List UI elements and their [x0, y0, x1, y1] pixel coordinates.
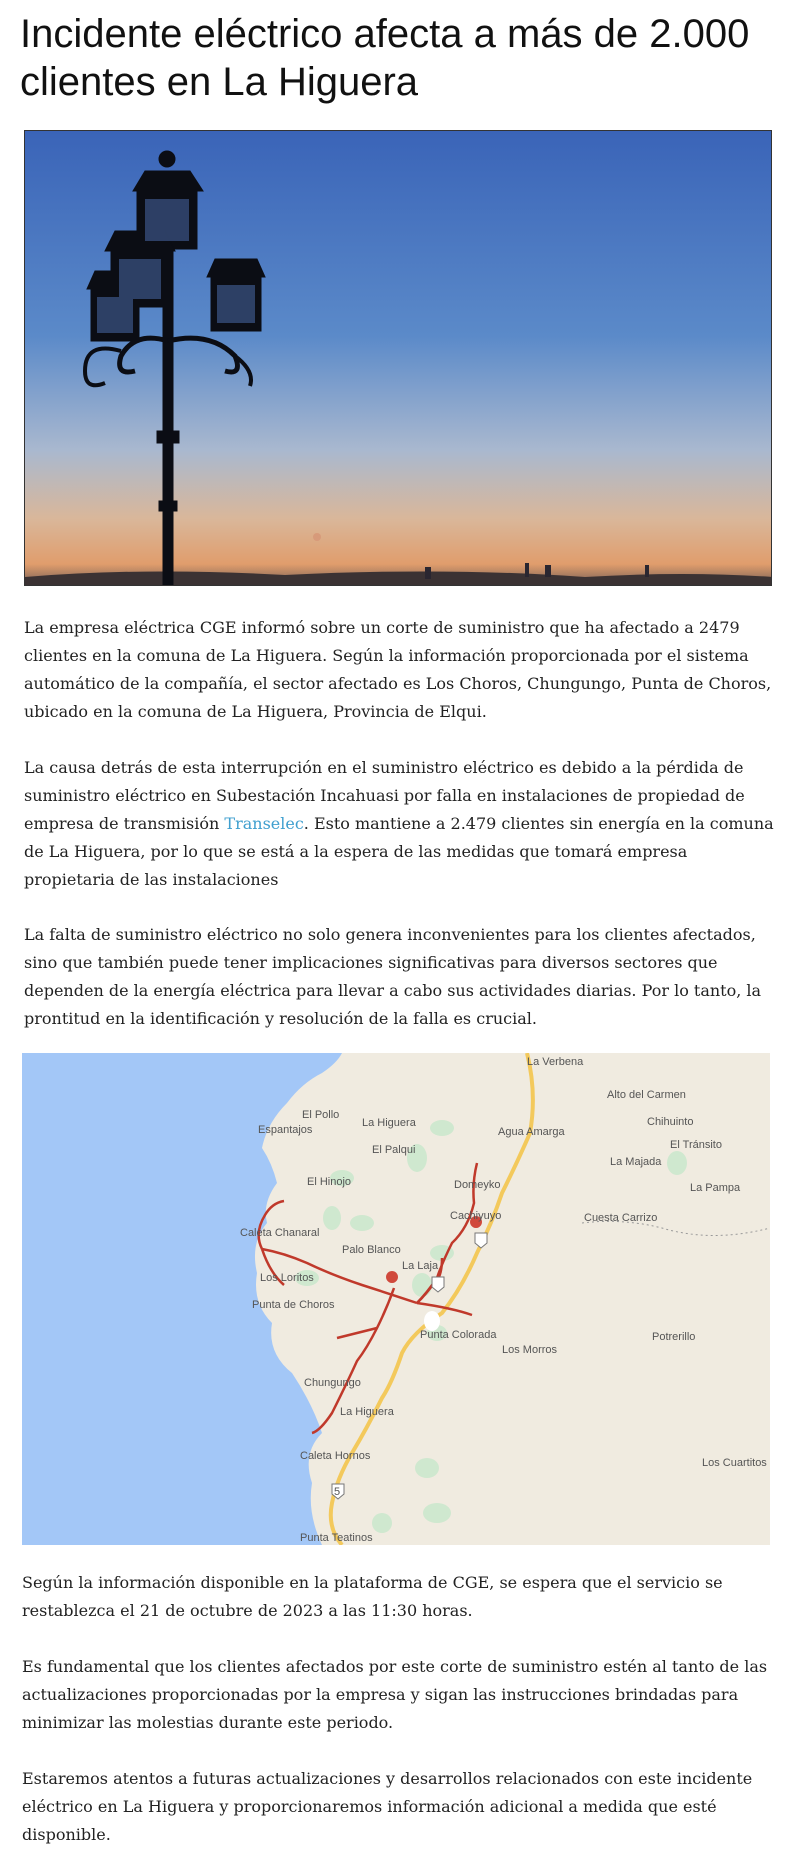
map-label: Los Cuartitos — [702, 1457, 767, 1469]
map-label: Punta Colorada — [420, 1329, 497, 1341]
map-label: La Laja — [402, 1260, 439, 1272]
map-label: El Pollo — [302, 1109, 340, 1121]
map-label: Domeyko — [454, 1179, 501, 1191]
outage-map-svg — [22, 1053, 770, 1545]
paragraph-1: La empresa eléctrica CGE informó sobre un corte de suministro que ha afectado a 2479 clientes en la comuna de La Higuera. Según la información proporcionada por el sistema automático de la compañía, el sector afectado es Los Choros, Chungungo, Punta de Choros, ubicado en la comuna de La Higuera, Provincia de Elqui. — [24, 618, 772, 721]
map-label: Chihuinto — [647, 1116, 694, 1128]
map-label: Cuesta Carrizo — [584, 1212, 658, 1224]
map-label: El Palqui — [372, 1144, 416, 1156]
map-label: La Higuera — [340, 1406, 394, 1418]
paragraph-6: Estaremos atentos a futuras actualizaciones y desarrollos relacionados con este incidente eléctrico en La Higuera y proporcionaremos información adicional a medida que esté disponible. — [22, 1769, 753, 1844]
article-title: Incidente eléctrico afecta a más de 2.000 clientes en La Higuera — [20, 12, 750, 104]
map-label: Chungungo — [304, 1377, 361, 1389]
map-label: La Higuera — [362, 1117, 416, 1129]
map-label: Potrerillo — [652, 1331, 696, 1343]
map-label: Cachiyuyo — [450, 1210, 502, 1222]
map-label: Agua Amarga — [498, 1126, 565, 1138]
salt-flat — [424, 1311, 440, 1331]
hero-image-street-lamp-sunset — [24, 130, 772, 586]
paragraph-2 — [24, 754, 780, 894]
street-lamp-illustration — [25, 131, 772, 586]
map-label: La Verbena — [527, 1056, 584, 1068]
map-label: Espantajos — [258, 1124, 313, 1136]
map-label: Punta Teatinos — [300, 1532, 373, 1544]
paragraph-3: La falta de suministro eléctrico no solo genera inconvenientes para los clientes afectados, sino que también puede tener implicaciones significativas para diversos sectores que dependen de la energía eléctrica para llevar a cabo sus actividades diarias. Por lo tanto, la prontitud en la identificación y resolución de la falla es crucial. — [24, 925, 762, 1028]
transelec-link[interactable]: Transelec — [224, 814, 304, 833]
paragraph-5: Es fundamental que los clientes afectados por este corte de suministro estén al tanto de las actualizaciones proporcionadas por la empresa y sigan las instrucciones brindadas para minimizar las molestias durante este periodo. — [22, 1657, 768, 1732]
map-label: El Hinojo — [307, 1176, 352, 1188]
paragraph-2-text-before: La causa detrás de esta interrupción en el suministro eléctrico es debido a la pérdida de suministro eléctrico en Subestación Incahuasi por falla en instalaciones de propiedad de empresa de transmisión — [24, 758, 745, 833]
map-label: La Majada — [610, 1156, 662, 1168]
map-label: El Tránsito — [670, 1139, 722, 1151]
map-label: Punta de Choros — [252, 1299, 335, 1311]
outage-map — [22, 1053, 770, 1545]
map-label: Alto del Carmen — [607, 1089, 686, 1101]
map-label: Los Morros — [502, 1344, 558, 1356]
route-5-label: 5 — [334, 1486, 341, 1498]
map-label: Los Loritos — [260, 1272, 314, 1284]
map-label: La Pampa — [690, 1182, 741, 1194]
map-label: Caleta Chanaral — [240, 1227, 320, 1239]
paragraph-4: Según la información disponible en la plataforma de CGE, se espera que el servicio se restablezca el 21 de octubre de 2023 a las 11:30 horas. — [22, 1573, 723, 1620]
map-label: Caleta Hornos — [300, 1450, 371, 1462]
map-label: Palo Blanco — [342, 1244, 401, 1256]
paragraph-2-text-after: . Esto mantiene a 2.479 clientes sin energía en la comuna de La Higuera, por lo que se está a la espera de las medidas que tomará empresa propietaria de las instalaciones — [24, 814, 774, 889]
